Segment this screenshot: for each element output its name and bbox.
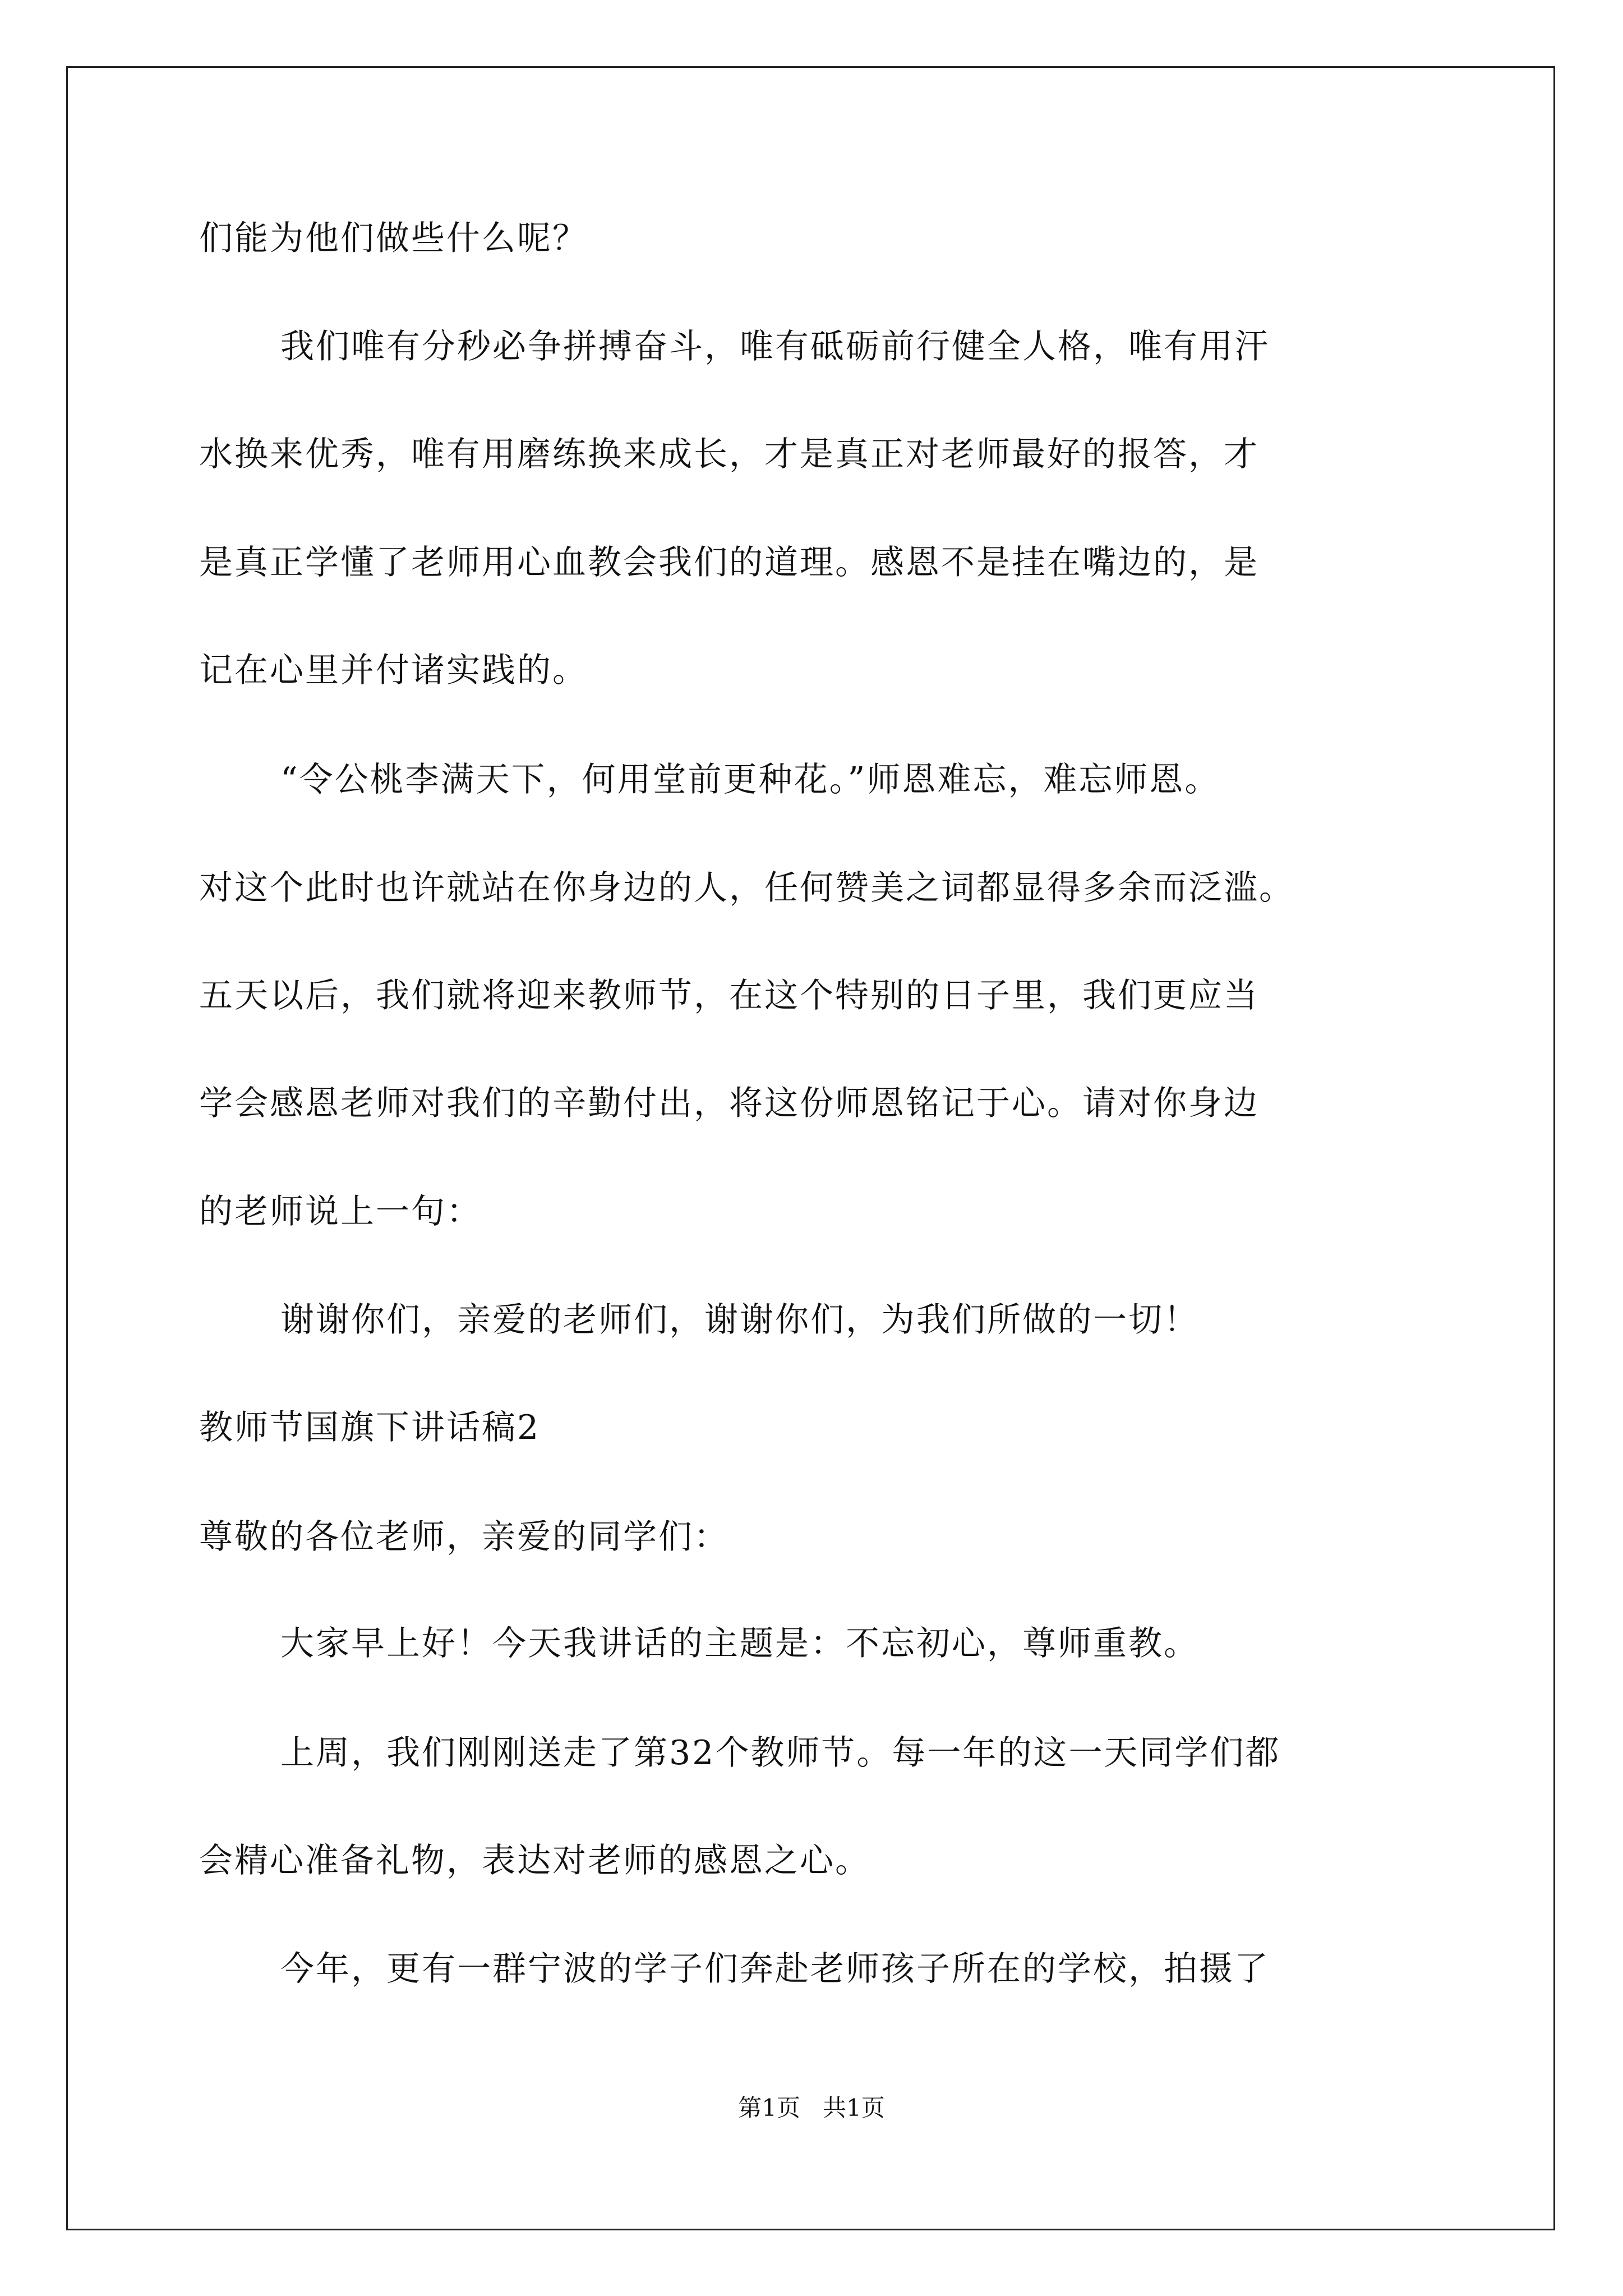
text-line: 五天以后，我们就将迎来教师节，在这个特别的日子里，我们更应当 <box>199 976 1259 1015</box>
text-line: 学会感恩老师对我们的辛勤付出，将这份师恩铭记于心。请对你身边 <box>199 1084 1259 1123</box>
text-line: 对这个此时也许就站在你身边的人，任何赞美之词都显得多余而泛滥。 <box>199 868 1294 908</box>
text-line: 记在心里并付诸实践的。 <box>199 651 588 690</box>
text-line: “令公桃李满天下，何用堂前更种花。”师恩难忘，难忘师恩。 <box>280 760 1220 799</box>
text-line: 是真正学懂了老师用心血教会我们的道理。感恩不是挂在嘴边的，是 <box>199 543 1259 582</box>
text-line: 们能为他们做些什么呢？ <box>199 219 588 258</box>
text-line: 谢谢你们，亲爱的老师们，谢谢你们，为我们所做的一切！ <box>280 1300 1199 1340</box>
page-footer: 第1页 共1页 <box>738 2094 885 2122</box>
section-heading: 教师节国旗下讲话稿2 <box>199 1408 541 1447</box>
salutation: 尊敬的各位老师，亲爱的同学们： <box>199 1517 729 1557</box>
page-border <box>66 66 1555 2230</box>
text-line: 上周，我们刚刚送走了第32个教师节。每一年的这一天同学们都 <box>280 1733 1281 1773</box>
text-line: 水换来优秀，唯有用磨练换来成长，才是真正对老师最好的报答，才 <box>199 435 1259 474</box>
text-line: 我们唯有分秒必争拼搏奋斗，唯有砥砺前行健全人格，唯有用汗 <box>280 327 1270 366</box>
text-line: 今年，更有一群宁波的学子们奔赴老师孩子所在的学校，拍摄了 <box>280 1949 1270 1989</box>
text-line: 大家早上好！今天我讲话的主题是：不忘初心，尊师重教。 <box>280 1624 1199 1663</box>
text-line: 的老师说上一句： <box>199 1192 482 1231</box>
text-line: 会精心准备礼物，表达对老师的感恩之心。 <box>199 1841 870 1880</box>
